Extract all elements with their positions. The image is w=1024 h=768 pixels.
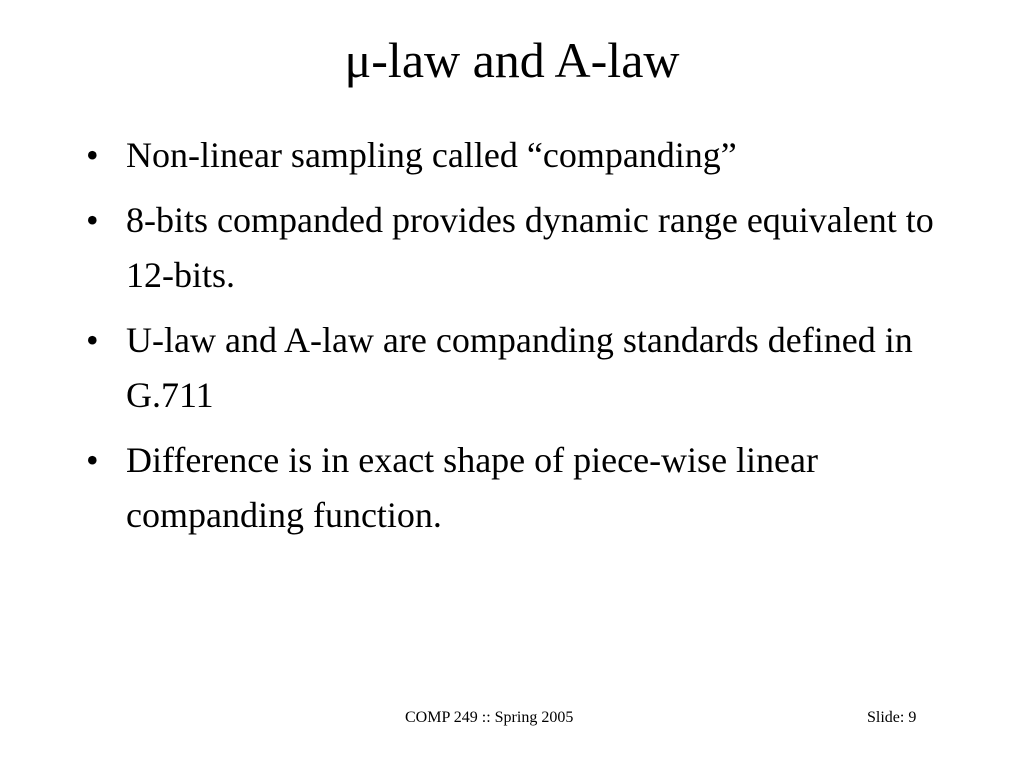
bullet-icon: • xyxy=(86,320,99,360)
bullet-text: Non-linear sampling called “companding” xyxy=(126,135,737,175)
bullet-icon: • xyxy=(86,440,99,480)
bullet-icon: • xyxy=(86,135,99,175)
bullet-text: 8-bits companded provides dynamic range equivalent to 12-bits. xyxy=(126,200,934,295)
bullet-text: U-law and A-law are companding standards defined in G.711 xyxy=(126,320,913,415)
bullet-item xyxy=(84,128,944,183)
bullet-item xyxy=(84,193,944,303)
bullet-item xyxy=(84,433,944,543)
bullet-icon: • xyxy=(86,200,99,240)
footer-course: COMP 249 :: Spring 2005 xyxy=(405,709,574,726)
bullet-text: Difference is in exact shape of piece-wise linear companding function. xyxy=(126,440,818,535)
bullet-list xyxy=(84,128,944,553)
slide-title: μ-law and A-law xyxy=(344,32,680,88)
bullet-item xyxy=(84,313,944,423)
footer-slide-number: Slide: 9 xyxy=(867,709,917,726)
